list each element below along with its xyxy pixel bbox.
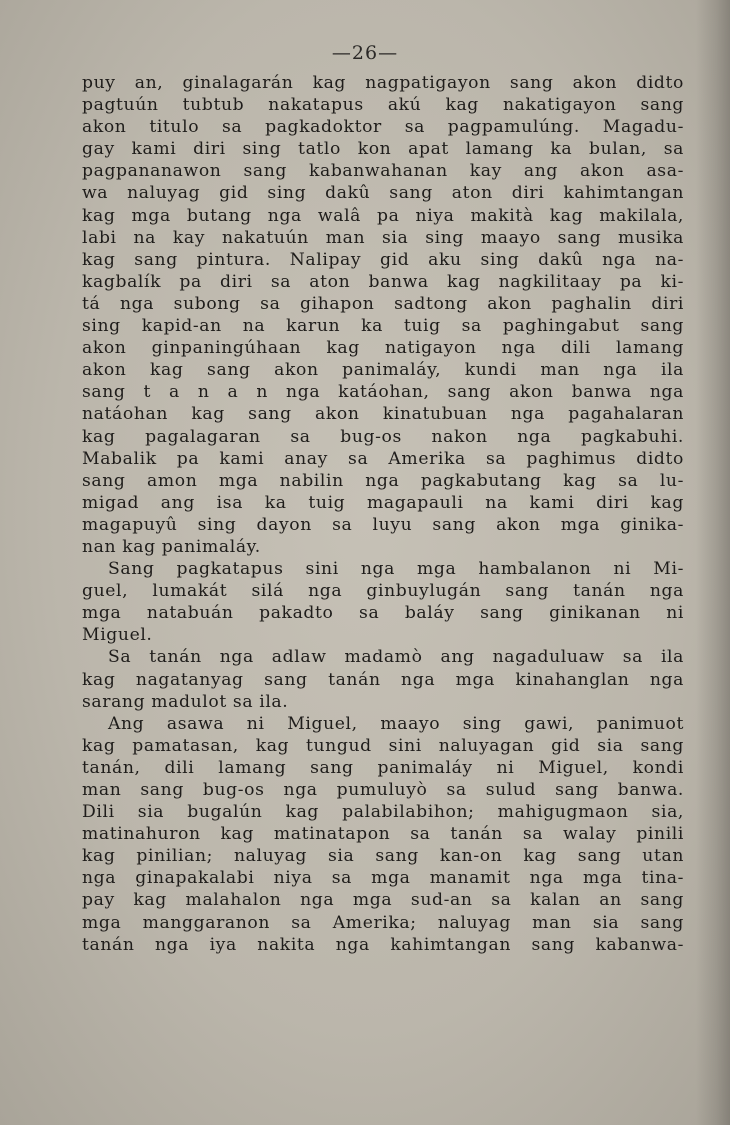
text-line: gay kami diri sing tatlo kon apat lamang ka bulan, sa <box>82 139 684 160</box>
text-line: kag pinilian; naluyag sia sang kan-on kag sang utan <box>82 846 684 867</box>
page-number: —26— <box>331 42 399 64</box>
text-line: Mabalik pa kami anay sa Amerika sa paghimus didto <box>82 448 684 469</box>
text-line: sang t a n a n nga katáohan, sang akon banwa nga <box>82 382 684 403</box>
text-line: kag pamatasan, kag tungud sini naluyagan gid sia sang <box>82 735 684 756</box>
text-line: kag pagalagaran sa bug-os nakon nga pagkabuhi. <box>82 426 684 447</box>
text-line: guel, lumakát silá nga ginbuylugán sang tanán nga <box>82 581 684 602</box>
text-line: Ang asawa ni Miguel, maayo sing gawi, panimuot <box>108 713 684 734</box>
text-line: man sang bug-os nga pumuluyò sa sulud sang banwa. <box>82 780 684 800</box>
text-line: akon ginpaningúhaan kag natigayon nga dili lamang <box>82 338 684 359</box>
text-line: kag sang pintura. Nalipay gid aku sing dakû nga na- <box>82 249 684 270</box>
page-edge-shadow <box>696 0 730 1125</box>
text-line: kag mga butang nga walâ pa niya makità kag makilala, <box>82 205 684 226</box>
text-line: migad ang isa ka tuig magapauli na kami diri kag <box>82 492 684 513</box>
text-line: sarang madulot sa ila. <box>82 691 289 712</box>
text-line: tá nga subong sa gihapon sadtong akon paghalin diri <box>82 293 684 314</box>
text-line: kag nagatanyag sang tanán nga mga kinahanglan nga <box>82 669 684 690</box>
text-line: sang amon mga nabilin nga pagkabutang kag sa lu- <box>82 470 684 491</box>
text-line: kagbalík pa diri sa aton banwa kag nagkilitaay pa ki- <box>82 271 684 292</box>
text-line: nan kag panimaláy. <box>82 536 261 557</box>
text-line: mga manggaranon sa Amerika; naluyag man sia sang <box>82 912 684 933</box>
text-line: pagpananawon sang kabanwahanan kay ang akon asa- <box>82 161 684 182</box>
text-line: labi na kay nakatuún man sia sing maayo sang musika <box>82 227 684 248</box>
text-line: Dili sia bugalún kag palabilabihon; mahigugmaon sia, <box>82 802 684 823</box>
text-line: Miguel. <box>82 625 153 646</box>
text-line: sing kapid-an na karun ka tuig sa paghingabut sang <box>82 316 684 337</box>
text-line: wa naluyag gid sing dakû sang aton diri kahimtangan <box>82 183 684 204</box>
text-line: akon titulo sa pagkadoktor sa pagpamulúng. Magadu- <box>82 117 684 138</box>
body-text <box>82 72 684 956</box>
text-line: nga ginapakalabi niya sa mga manamit nga mga tina- <box>82 868 684 889</box>
text-line: mga natabuán pakadto sa baláy sang ginikanan ni <box>82 603 684 624</box>
text-line: matinahuron kag matinatapon sa tanán sa walay pinili <box>82 824 684 845</box>
text-line: tanán, dili lamang sang panimaláy ni Miguel, kondi <box>82 757 684 778</box>
text-line: magapuyû sing dayon sa luyu sang akon mga ginika- <box>82 514 684 535</box>
text-line: pay kag malahalon nga mga sud-an sa kalan an sang <box>82 890 684 911</box>
text-line: natáohan kag sang akon kinatubuan nga pagahalaran <box>82 404 684 425</box>
text-line: puy an, ginalagarán kag nagpatigayon sang akon didto <box>82 73 684 93</box>
text-line: Sa tanán nga adlaw madamò ang nagaduluaw sa ila <box>108 647 684 668</box>
text-line: Sang pagkatapus sini nga mga hambalanon ni Mi- <box>108 559 684 580</box>
text-line: akon kag sang akon panimaláy, kundi man nga ila <box>82 360 684 381</box>
text-line: pagtuún tubtub nakatapus akú kag nakatigayon sang <box>82 95 684 116</box>
text-line: tanán nga iya nakita nga kahimtangan sang kabanwa- <box>82 934 684 955</box>
